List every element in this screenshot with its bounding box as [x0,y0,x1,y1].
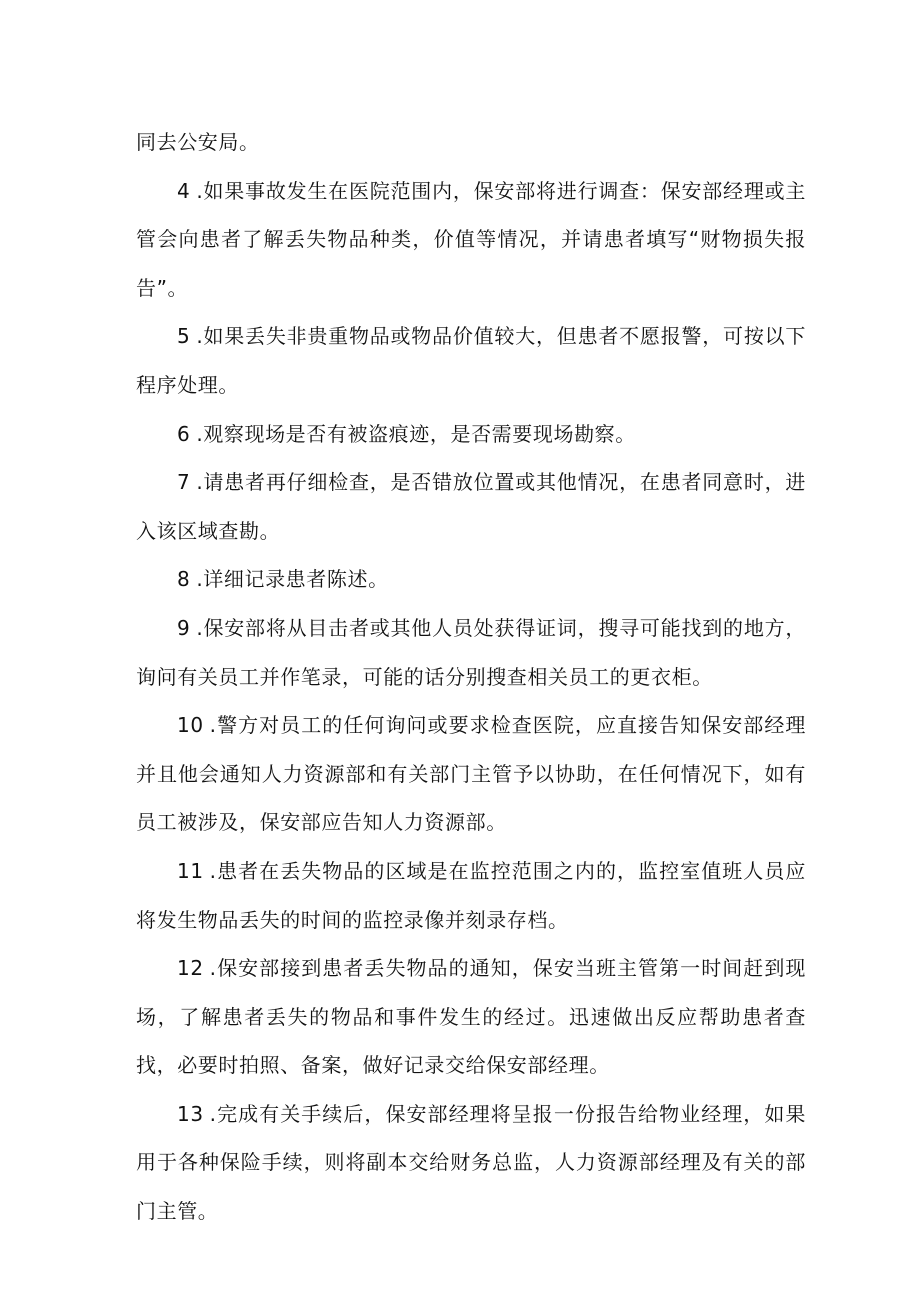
paragraph-text: .如果事故发生在医院范围内，保安部将进行调查：保安部经理或主管会向患者了解丢失物品种类，价值等情况，并请患者填写“财物损失报告”。 [136,178,806,300]
paragraph-item-11 [136,847,806,944]
paragraph-item-12 [136,944,806,1090]
item-number: 6 [177,421,191,446]
paragraph-text: .保安部接到患者丢失物品的通知，保安当班主管第一时间赶到现场，了解患者丢失的物品和事件发生的经过。迅速做出反应帮助患者查找，必要时拍照、备案，做好记录交给保安部经理。 [136,956,806,1078]
paragraph-text: .如果丢失非贵重物品或物品价值较大，但患者不愿报警，可按以下程序处理。 [136,324,806,397]
paragraph-item-4 [136,167,806,313]
item-number: 11 [177,858,204,883]
paragraph-item-9 [136,604,806,701]
paragraph-item-8 [136,555,806,604]
paragraph-item-6 [136,410,806,459]
paragraph-item-7 [136,458,806,555]
paragraph-item-13 [136,1090,806,1236]
paragraph-text: .详细记录患者陈述。 [196,567,389,592]
item-number: 10 [177,713,204,738]
item-number: 8 [177,567,191,592]
paragraph-item-5 [136,312,806,409]
item-number: 7 [177,470,191,495]
paragraph-continuation [136,118,806,167]
item-number: 13 [177,1101,204,1126]
paragraph-text: 同去公安局。 [136,130,260,154]
item-number: 12 [177,956,204,981]
paragraph-text: .患者在丢失物品的区域是在监控范围之内的，监控室值班人员应将发生物品丢失的时间的监控录像并刻录存档。 [136,858,806,932]
paragraph-text: .完成有关手续后，保安部经理将呈报一份报告给物业经理，如果用于各种保险手续，则将副本交给财务总监，人力资源部经理及有关的部门主管。 [136,1101,806,1224]
item-number: 9 [177,615,191,640]
item-number: 5 [177,324,191,349]
document-body [136,118,806,1236]
paragraph-text: .保安部将从目击者或其他人员处获得证词，搜寻可能找到的地方，询问有关员工并作笔录，可能的话分别搜查相关员工的更衣柜。 [136,615,806,689]
paragraph-text: .警方对员工的任何询问或要求检查医院，应直接告知保安部经理并且他会通知人力资源部和有关部门主管予以协助，在任何情况下，如有员工被涉及，保安部应告知人力资源部。 [136,713,806,835]
paragraph-item-10 [136,701,806,847]
item-number: 4 [177,178,191,203]
paragraph-text: .请患者再仔细检查，是否错放位置或其他情况，在患者同意时，进入该区域查勘。 [136,470,806,543]
paragraph-text: .观察现场是否有被盗痕迹，是否需要现场勘察。 [196,421,636,446]
